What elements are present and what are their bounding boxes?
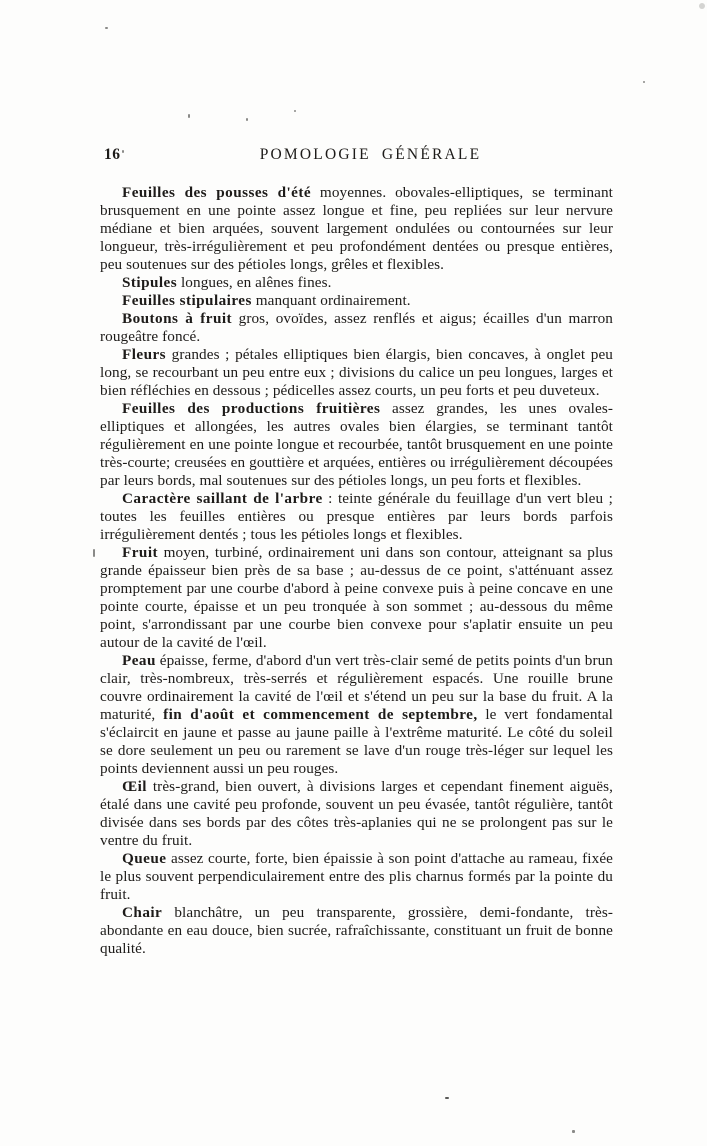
paragraph (100, 346, 613, 400)
lead-term: Peau (122, 652, 156, 669)
scan-speck (643, 81, 645, 83)
scan-speck (188, 114, 190, 118)
paragraph (100, 904, 613, 958)
lead-term: Stipules (122, 274, 178, 291)
body-text: épaisse, ferme, d'abord d'un vert très-clair semé de petits points d'un brun clair, très-nombreux, très-serrés et régulièrement espacés. Une rouille brune couvre ordinairement la cavité de l'œil et s'étend un peu sur la base du fruit. A la maturité, (100, 652, 613, 723)
lead-term: Feuilles stipulaires (122, 292, 252, 309)
lead-term: Fruit (122, 544, 158, 561)
lead-term: Fleurs (122, 346, 167, 363)
body-text: très-grand, bien ouvert, à divisions larges et cependant finement aiguës, étalé dans une cavité peu profonde, souvent un peu évasée, tantôt régulière, tantôt divisée dans ses bords par des côtes très-aplanies qui ne se prolongent pas sur le ventre du fruit. (100, 778, 613, 849)
running-header (100, 146, 613, 166)
page-number: 16 (104, 146, 121, 163)
body-text: grandes ; pétales elliptiques bien élargis, bien concaves, à onglet peu long, se recourbant un peu entre eux ; divisions du calice un peu longues, larges et bien réfléchies en dessous ; pédicelles assez courts, un peu forts et peu duveteux. (100, 346, 613, 399)
scan-speck (93, 549, 95, 557)
paragraph (100, 184, 613, 274)
scan-speck (246, 118, 248, 121)
paragraph (100, 400, 613, 490)
scan-speck (105, 27, 108, 29)
paragraph (100, 310, 613, 346)
body-text: moyennes. obovales-elliptiques, se terminant brusquement en une pointe assez longue et fine, peu repliées sur leur nervure médiane et bien arquées, souvent largement ondulées ou contournées sur leur longueur, très-irrégulièrement et peu profondément dentées ou presque entières, peu soutenues sur des pétioles longs, grêles et flexibles. (100, 184, 613, 273)
lead-term: Feuilles des productions fruitières (122, 400, 381, 417)
scan-speck (122, 150, 124, 153)
lead-term: Queue (122, 850, 167, 867)
scan-speck (572, 1130, 575, 1133)
body-text: le vert fondamental s'éclaircit en jaune et passe au jaune paille à l'extrême maturité. Le côté du soleil se dore seulement un peu ou rarement se lave d'un rouge très-léger sur lequel les points deviennent aussi un peu rouges. (100, 706, 614, 777)
paragraph (100, 292, 613, 310)
paragraph (100, 652, 613, 778)
scan-speck (294, 110, 296, 112)
paragraph (100, 544, 613, 652)
body-text: manquant ordinairement. (251, 292, 411, 309)
lead-term: Œil (122, 778, 147, 795)
lead-term: Chair (122, 904, 163, 921)
body-text: longues, en alênes fines. (177, 274, 332, 291)
body-text: moyen, turbiné, ordinairement uni dans son contour, atteignant sa plus grande épaisseur bien près de sa base ; au-dessus de ce point, s'atténuant assez promptement par une courbe d'abord à peine convexe puis à peine concave en une pointe courte, épaisse et un peu tronquée à son sommet ; au-dessous du même point, s'arrondissant par une courbe bien convexe pour s'aplatir ensuite un peu autour de la cavité de l'œil. (100, 544, 613, 651)
lead-term: Caractère saillant de l'arbre (122, 490, 323, 507)
lead-term: Feuilles des pousses d'été (122, 184, 312, 201)
paragraph (100, 274, 613, 292)
lead-term: fin d'août et commencement de septembre, (163, 706, 478, 723)
body-text: : teinte générale du feuillage d'un vert bleu ; toutes les feuilles entières ou presque entières par leurs bords parfois irrégulièrement dentés ; tous les pétioles longs et flexibles. (100, 490, 613, 543)
scan-speck (445, 1097, 449, 1099)
paragraph (100, 778, 613, 850)
body-text: assez courte, forte, bien épaissie à son point d'attache au rameau, fixée le plus souvent perpendiculairement entre des plis charnus formés par la pointe du fruit. (100, 850, 613, 903)
body-text: gros, ovoïdes, assez renflés et aigus; écailles d'un marron rougeâtre foncé. (100, 310, 614, 345)
scan-speck (699, 3, 705, 9)
paragraph (100, 850, 613, 904)
paragraph (100, 490, 613, 544)
text-body (100, 184, 613, 958)
body-text: blanchâtre, un peu transparente, grossière, demi-fondante, très-abondante en eau douce, bien sucrée, rafraîchissante, constituant un fruit de bonne qualité. (100, 904, 613, 957)
running-title: POMOLOGIE GÉNÉRALE (259, 146, 482, 163)
body-text: assez grandes, les unes ovales-elliptiques et allongées, les autres ovales bien élargies, se terminant tantôt régulièrement en une pointe longue et recourbée, tantôt brusquement en une pointe très-courte; creusées en gouttière et arquées, entières ou irrégulièrement découpées par leurs bords, mal soutenues sur des pétioles longs, un peu forts et flexibles. (100, 400, 614, 489)
lead-term: Boutons à fruit (122, 310, 233, 327)
